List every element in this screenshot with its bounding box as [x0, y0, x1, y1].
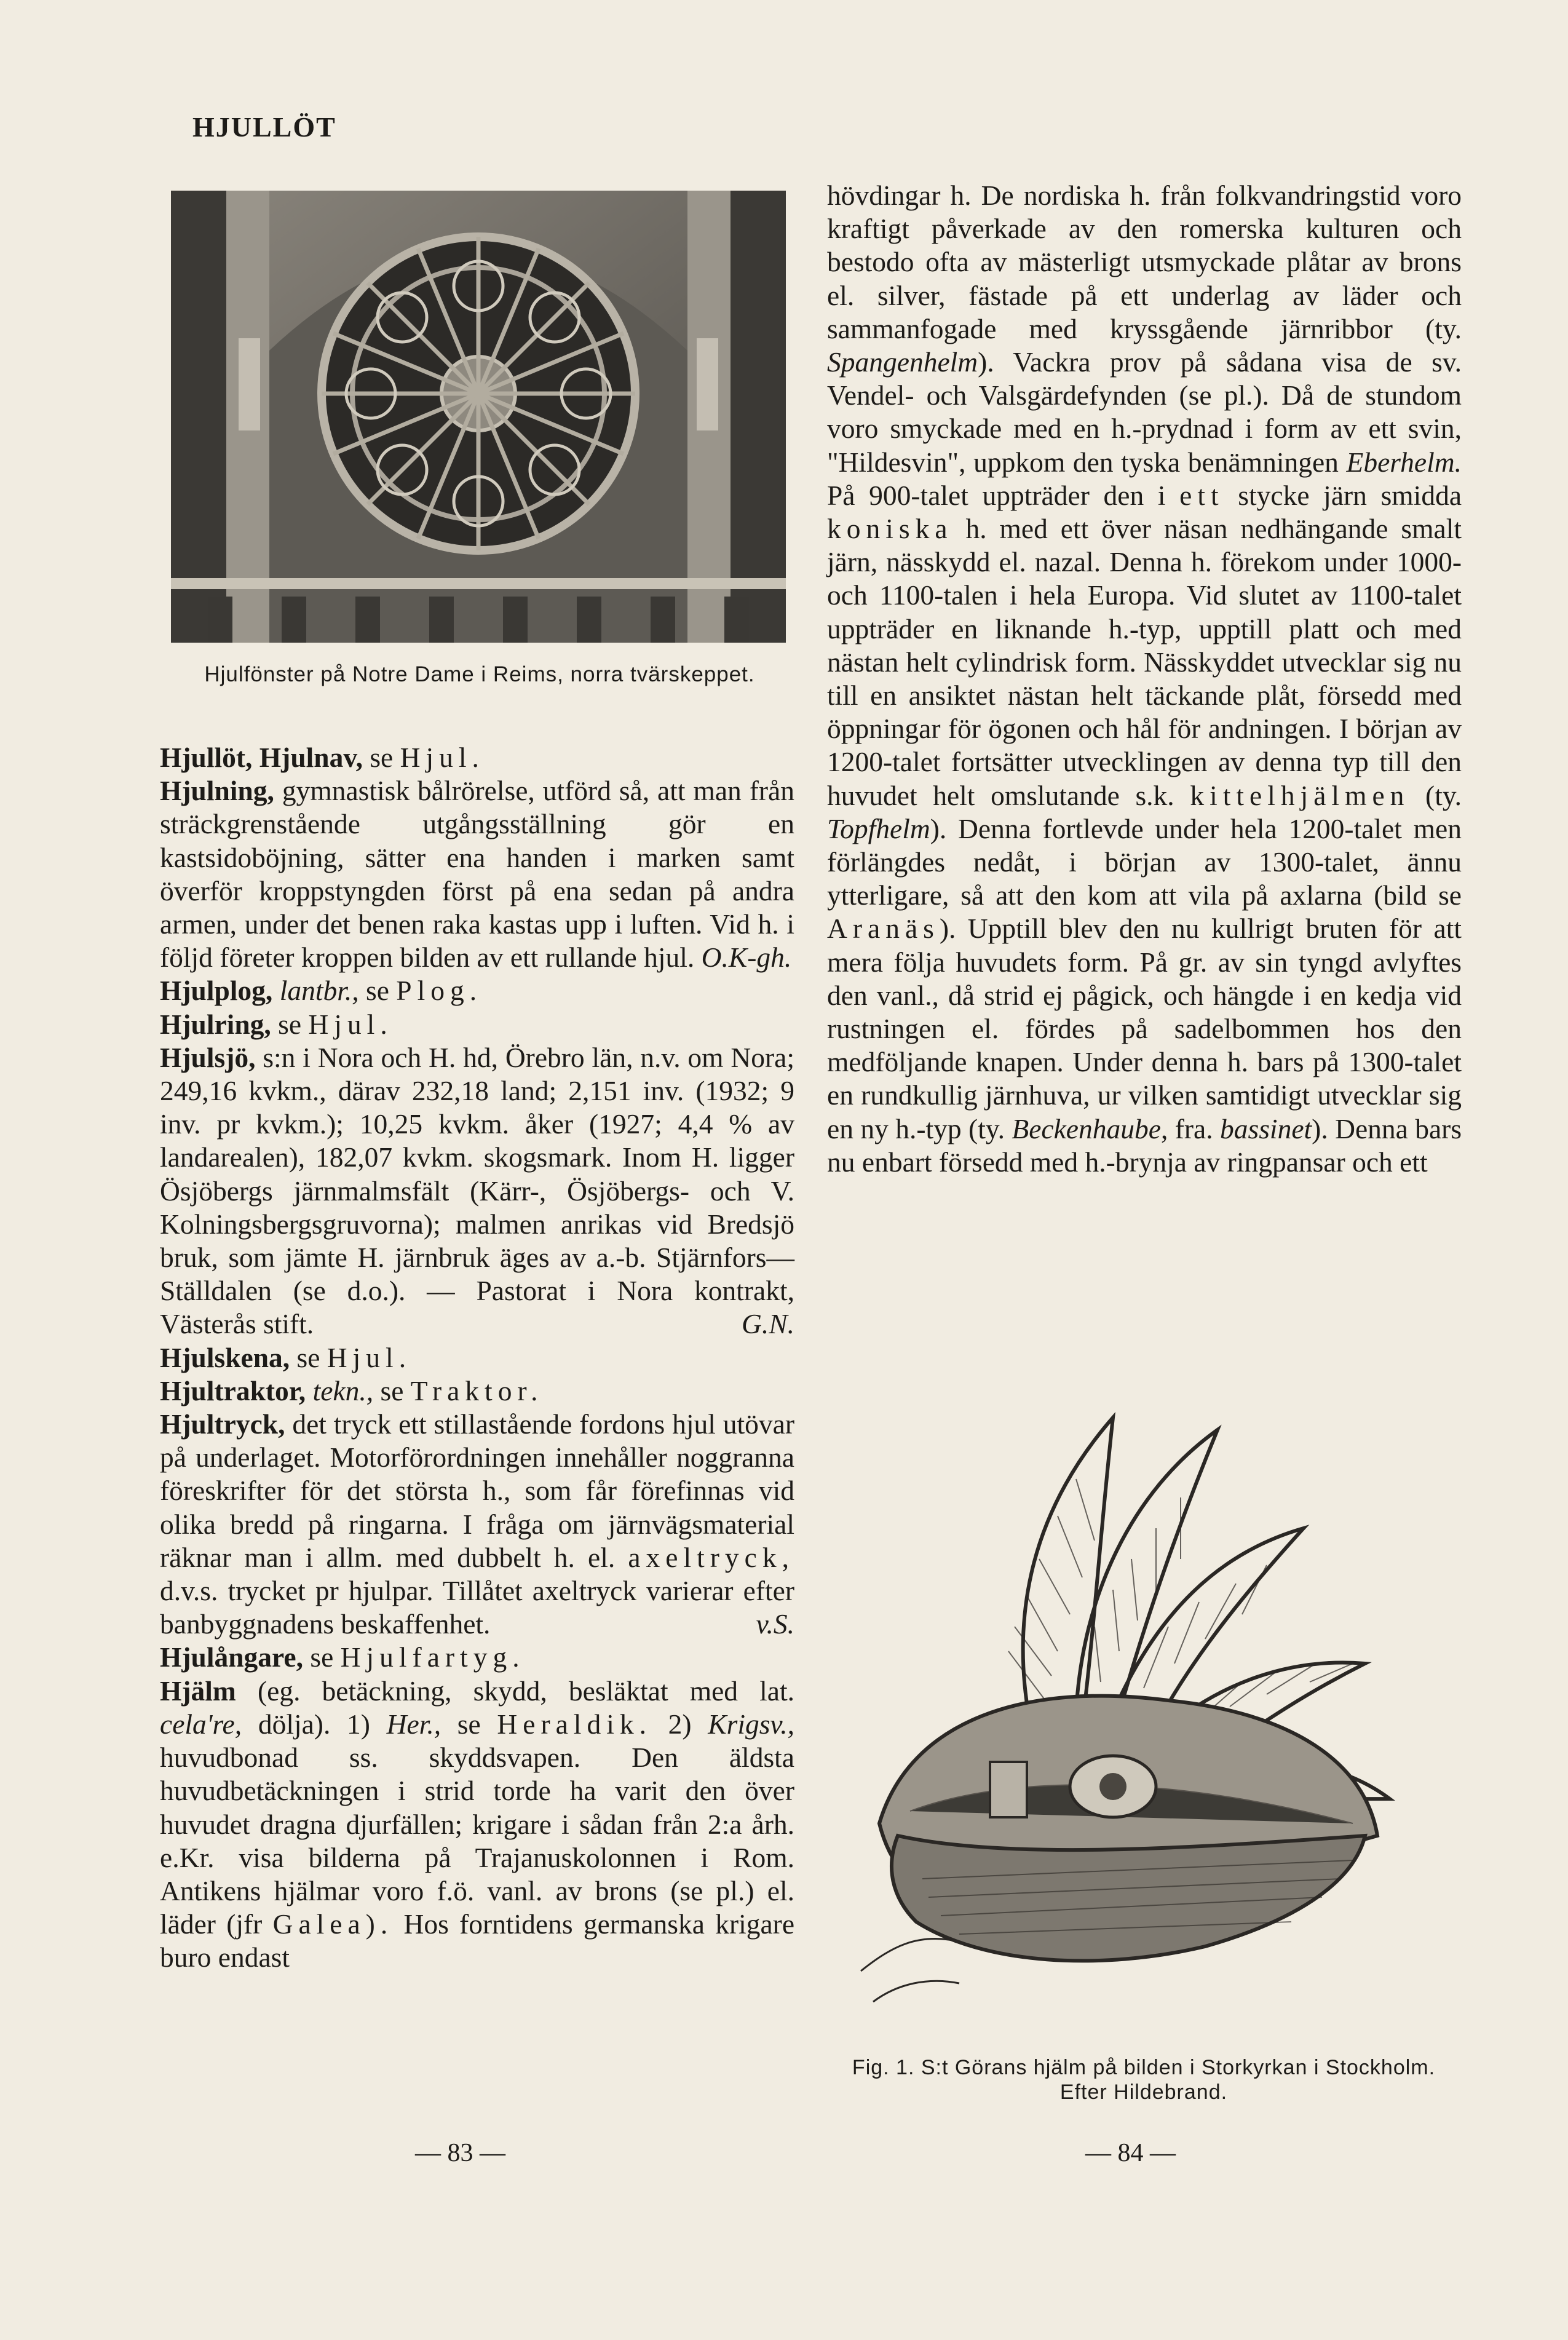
cross-reference: Aranäs [827, 913, 940, 945]
cross-reference: Plog. [396, 975, 483, 1007]
body-text: h. med ett över näsan nedhängande smalt järn, nässkydd el. nazal. Denna h. förekom under 1000- och 1100-talen i hela Europa. Vid slutet av 1100-talet uppträder en liknande h.-typ, upptill platt och med nästan helt cylindrisk form. Nässkyddet utvecklar sig nu till en ansiktet nästan helt täckande plåt, försedd med öppningar för ögonen och hål för andningen. I början av 1200-talet fortsätter utvecklingen av denna typ till den huvudet helt omslutande s.k. [827, 513, 1462, 811]
spaced-term: koniska [827, 513, 953, 545]
page-number-left: — 83 — [415, 2139, 505, 2167]
page-number-right: — 84 — [1085, 2139, 1176, 2167]
body-text: , fra. [1160, 1112, 1213, 1144]
entry-text: d.v.s. trycket pr hjulpar. Tillåtet axeltryck varierar efter banbyggnadens beskaffenhet. [160, 1575, 794, 1640]
body-text: ). Vackra prov på sådana visa de sv. Vendel- och Valsgärdefynden (se pl.). Då de stundom voro smyckade med en h.-prydnad i form av ett svin, "Hildesvin", uppkom den tyska benämningen [827, 346, 1462, 478]
headword: Hjulskena, [160, 1341, 290, 1373]
entry-hjulsjo [160, 1041, 794, 1341]
cross-reference: Hjul. [308, 1008, 393, 1040]
entry-text: dölja). 1) [258, 1708, 370, 1740]
body-text: På 900-talet uppträder den i [827, 479, 1166, 511]
subject-abbrev: lantbr., [279, 975, 359, 1007]
entry-hjalm-continued [827, 179, 1462, 1179]
entry-hjultryck [160, 1408, 794, 1641]
body-text: ). Denna fortlevde under hela 1200-talet men förlängdes nedåt, i början av 1300-talet, ännu ytterligare, så att den kom att vila på axlarna (bild se [827, 812, 1462, 911]
headword: Hjulångare, [160, 1641, 303, 1673]
cross-reference: Galea). [272, 1908, 394, 1940]
spaced-term: ett [1179, 479, 1224, 511]
subject-abbrev: Her., [386, 1708, 441, 1740]
rose-window-photo [171, 191, 786, 643]
entry-hjalm [160, 1675, 794, 1975]
entry-text: Hos forntidens germanska krigare buro endast [160, 1908, 795, 1973]
figure-caption: Fig. 1. S:t Görans hjälm på bilden i Storkyrkan i Stockholm. Efter Hildebrand. [852, 2056, 1436, 2104]
photo-caption: Hjulfönster på Notre Dame i Reims, norra tvärskeppet. [204, 662, 755, 686]
latin-term: cela're, [160, 1708, 242, 1740]
body-text: stycke järn smidda [1238, 479, 1462, 511]
headword: Hjullöt, Hjulnav, [160, 742, 363, 773]
entry-text: se [278, 1008, 302, 1040]
subject-abbrev: tekn., [312, 1374, 374, 1406]
entry-hjultraktor [160, 1374, 794, 1408]
entry-text: se [310, 1641, 334, 1673]
cross-reference: Hjul. [400, 742, 485, 773]
right-column [827, 179, 1462, 1179]
entry-text: (eg. betäckning, skydd, besläktat med lat. [257, 1675, 795, 1707]
french-term: bassinet [1220, 1112, 1312, 1144]
cross-reference: Heraldik. [497, 1708, 652, 1740]
spaced-term: kittelhjälmen [1190, 779, 1410, 811]
st-gorans-helmet-image [824, 1393, 1470, 2039]
helmet-illustration [824, 1393, 1470, 2039]
spaced-term: axeltryck, [628, 1541, 795, 1573]
author-signature: v.S. [756, 1608, 794, 1640]
entry-text: se [380, 1374, 404, 1406]
headword: Hjultryck, [160, 1408, 285, 1440]
cross-reference: Hjul. [327, 1341, 412, 1373]
entry-text: s:n i Nora och H. hd, Örebro län, n.v. om Nora; 249,16 kvkm., därav 232,18 land; 2,151 inv. (1932; 9 inv. pr kvkm.); 10,25 kvkm. åker (1927; 4,4 % av landarealen), 182,07 kvkm. skogsmark. Inom H. ligger Ösjöbergs järnmalmsfält (Kärr-, Ösjöbergs- och V. Kolningsbergsgruvorna); malmen anrikas vid Bredsjö bruk, som jämte H. järnbruk äges av a.-b. Stjärnfors—Ställdalen (se d.o.). — Pastorat i Nora kontrakt, Västerås stift. [160, 1041, 795, 1340]
headword: Hjulring, [160, 1008, 271, 1040]
entry-text: se [366, 975, 389, 1007]
headword: Hjulsjö, [160, 1041, 256, 1073]
entry-hjulplog [160, 974, 794, 1007]
german-term: Topfhelm [827, 812, 930, 844]
body-text: ). Denna bars nu enbart försedd med h.-brynja av ringpansar och ett [827, 1112, 1462, 1178]
german-term: Beckenhaube [1012, 1112, 1161, 1144]
page-title: HJULLÖT [192, 111, 336, 143]
german-term: Spangenhelm [827, 346, 978, 378]
author-signature: O.K-gh. [701, 942, 792, 974]
entry-hjulskena [160, 1341, 794, 1374]
entry-text: huvudbonad ss. skyddsvapen. Den äldsta huvudbetäckningen i strid torde ha varit den över huvudet dragna djurfällen; krigare i sådan från 2:a årh. e.Kr. visa bilderna på Trajanuskolonnen i Rom. Antikens hjälmar voro f.ö. vanl. av brons (se pl.) el. läder (jfr [160, 1742, 794, 1940]
subject-abbrev: Krigsv., [708, 1708, 795, 1740]
left-column [160, 741, 794, 1975]
body-text: (ty. [1425, 779, 1462, 811]
entry-hjulangare [160, 1641, 794, 1674]
entry-text: se [370, 742, 394, 773]
body-text: ). Upptill blev den nu kullrigt bruten för att mera följa huvudets form. På gr. av sin tyngd avlyftes den vanl., då strid ej pågick, och hängde i en kedja vid rustningen el. fördes på sadelbommen hos den medföljande knapen. Under denna h. bars på 1300-talet en rundkullig järnhuva, ur vilken samtidigt utvecklar sig en ny h.-typ (ty. [827, 913, 1462, 1144]
entry-hjullot [160, 741, 794, 774]
rose-window-image [171, 191, 786, 643]
entry-hjulning [160, 774, 794, 974]
headword: Hjulplog, [160, 975, 273, 1007]
entry-text: se [457, 1708, 481, 1740]
cross-reference: Hjulfartyg. [340, 1641, 525, 1673]
entry-text: gymnastisk bålrörelse, utförd så, att man från sträckgrenstående utgångsställning gör en kastsidoböjning, sätter ena handen i marken samt överför kroppstyngden först på ena sedan på andra armen, under det benen raka kastas upp i luften. Vid h. i följd företer kroppen bilden av ett rullande hjul. [160, 775, 794, 974]
headword: Hjulning, [160, 775, 274, 807]
german-term: Eberhelm. [1346, 446, 1462, 478]
headword: Hjälm [160, 1675, 236, 1707]
entry-hjulring [160, 1008, 794, 1041]
author-signature: G.N. [742, 1308, 794, 1340]
body-text: hövdingar h. De nordiska h. från folkvandringstid voro kraftigt påverkade av den romerska kulturen och bestodo ofta av mästerligt utsmyckade plåtar av brons el. silver, fästade på ett underlag av läder och sammanfogade med kryssgående järnribbor (ty. [827, 180, 1462, 344]
cross-reference: Traktor. [410, 1374, 544, 1406]
entry-text: 2) [668, 1708, 692, 1740]
headword: Hjultraktor, [160, 1374, 306, 1406]
entry-text: se [296, 1341, 320, 1373]
entry-text: det tryck ett stillastående fordons hjul utövar på underlaget. Motorförordningen innehåller noggranna föreskrifter för det största h., som får förefinnas vid olika bredd på ringarna. I fråga om järnvägsmaterial räknar man i allm. med dubbelt h. el. [160, 1408, 794, 1573]
